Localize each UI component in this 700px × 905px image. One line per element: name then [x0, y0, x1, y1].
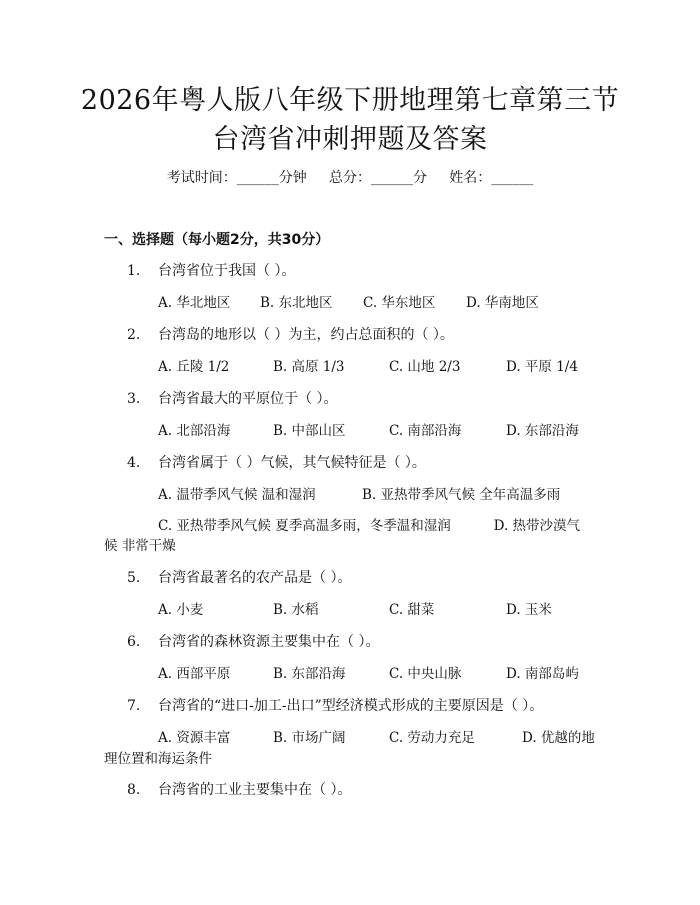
question-stem: 台湾省最著名的农产品是（ ）。 [158, 570, 352, 586]
question-number: 2. [127, 327, 141, 343]
option: A. 小麦 [158, 602, 204, 618]
option: B. 水稻 [273, 602, 319, 618]
question-number: 5. [127, 570, 141, 586]
option: A. 温带季风气候 温和湿润 [158, 487, 316, 503]
question-stem: 台湾岛的地形以（ ）为主，约占总面积的（ ）。 [158, 327, 454, 343]
question-stem: 台湾省最大的平原位于（ ）。 [158, 391, 338, 407]
question-number: 4. [127, 455, 141, 471]
option: B. 东部沿海 [273, 666, 346, 682]
option: A. 北部沿海 [158, 423, 231, 439]
question-4-options-wrapped [104, 516, 604, 556]
question-number: 7. [127, 698, 141, 714]
question-stem: 台湾省位于我国（ ）。 [158, 263, 296, 279]
option: B. 中部山区 [273, 423, 346, 439]
option: B. 东北地区 [260, 295, 333, 311]
question-stem: 台湾省的工业主要集中在（ ）。 [158, 782, 352, 798]
option: C. 劳动力充足 [389, 730, 475, 746]
option: C. 甜菜 [389, 602, 435, 618]
option: C. 亚热带季风气候 夏季高温多雨，冬季温和湿润 D. 热带沙漠气 [158, 518, 581, 534]
option: D. 优越的地 [522, 730, 595, 746]
option: A. 西部平原 [158, 666, 231, 682]
option: C. 华东地区 [363, 295, 436, 311]
page-subtitle: 台湾省冲刺押题及答案 [212, 124, 488, 155]
option: C. 南部沿海 [389, 423, 462, 439]
option-continuation: 候 非常干燥 [104, 538, 176, 554]
option: B. 市场广阔 [273, 730, 346, 746]
question-number: 8. [127, 782, 141, 798]
option: D. 东部沿海 [506, 423, 579, 439]
option: D. 南部岛屿 [506, 666, 579, 682]
question-stem: 台湾省的“进口-加工-出口”型经济模式形成的主要原因是（ ）。 [158, 698, 544, 714]
option: A. 丘陵 1/2 [158, 359, 230, 375]
question-stem: 台湾省属于（ ）气候，其气候特征是（ ）。 [158, 455, 426, 471]
option: C. 中央山脉 [389, 666, 462, 682]
option-continuation: 理位置和海运条件 [104, 751, 212, 767]
question-number: 1. [127, 263, 141, 279]
option: B. 高原 1/3 [273, 359, 345, 375]
option: A. 华北地区 [158, 295, 231, 311]
exam-info: 考试时间：______分钟 总分：______分 姓名：______ [166, 170, 534, 186]
option: C. 山地 2/3 [389, 359, 461, 375]
question-stem: 台湾省的森林资源主要集中在（ ）。 [158, 634, 380, 650]
question-number: 6. [127, 634, 141, 650]
option: D. 平原 1/4 [506, 359, 578, 375]
option: D. 华南地区 [466, 295, 539, 311]
option: B. 亚热带季风气候 全年高温多雨 [362, 487, 561, 503]
section-title: 一、选择题（每小题2分，共30分） [104, 232, 330, 248]
option: D. 玉米 [506, 602, 552, 618]
option: A. 资源丰富 [158, 730, 231, 746]
question-7-options-wrapped [104, 749, 604, 769]
page-title: 2026年粤人版八年级下册地理第七章第三节 [80, 85, 620, 116]
question-number: 3. [127, 391, 141, 407]
